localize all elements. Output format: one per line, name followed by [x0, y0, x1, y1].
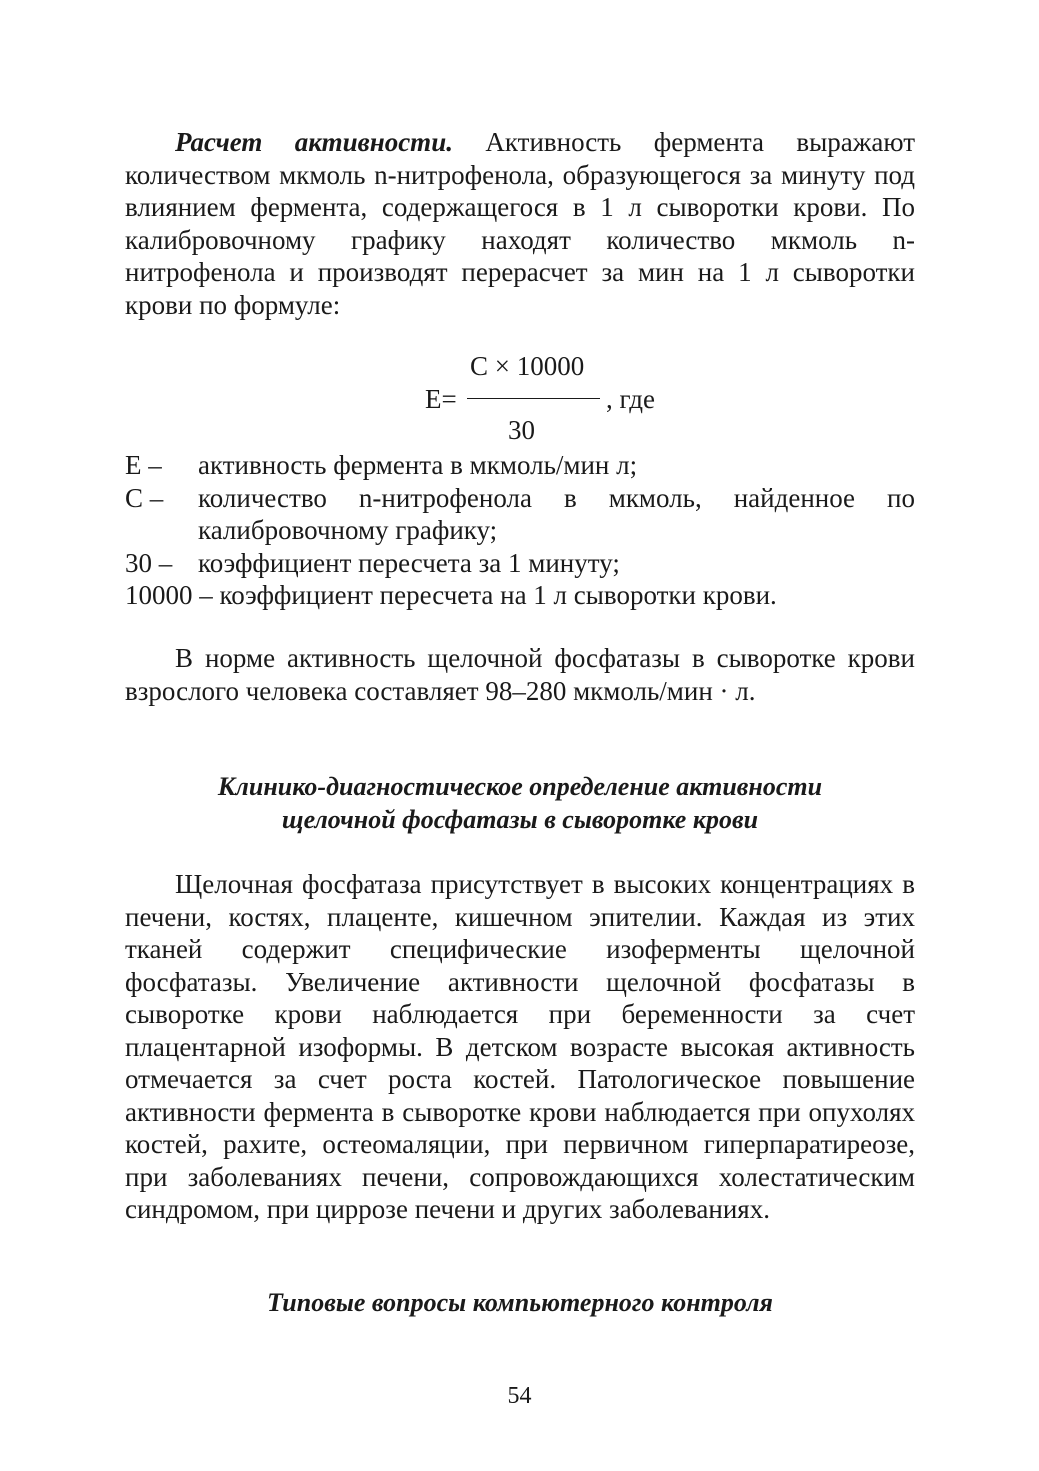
formula-suffix: , где	[606, 384, 655, 414]
formula-numerator: С × 10000	[470, 351, 585, 381]
formula-legend	[125, 449, 915, 612]
legend-item	[125, 449, 915, 482]
calculation-paragraph-text	[125, 126, 915, 321]
formula-denominator: 30	[508, 415, 535, 445]
norm-paragraph-text: В норме активность щелочной фосфатазы в сыворотке крови взрослого человека составляет 98–280 мкмоль/мин · л.	[125, 643, 915, 706]
calculation-paragraph	[125, 126, 915, 321]
legend-item	[125, 579, 915, 612]
legend-full-line: 10000 – коэффициент пересчета на 1 л сыворотки крови.	[125, 580, 777, 610]
clinical-paragraph	[125, 868, 915, 1226]
section-heading	[125, 771, 915, 836]
section-heading-line2: щелочной фосфатазы в сыворотке крови	[281, 804, 759, 834]
legend-description: количество n-нитрофенола в мкмоль, найденное по калибровочному графику;	[198, 482, 915, 545]
legend-symbol: С –	[125, 482, 164, 513]
clinical-paragraph-text: Щелочная фосфатаза присутствует в высоких концентрациях в печени, костях, плаценте, кишечном эпителии. Каждая из этих тканей содержит специфические изоферменты щелочной фосфатазы. Увеличение активности щелочной фосфатазы в сыворотке крови наблюдается при беременности за счет плацентарной изоформы. В детском возрасте высокая активность отмечается за счет роста костей. Патологическое повышение активности фермента в сыворотке крови наблюдается при опухолях костей, рахите, остеомаляции, при первичном гиперпаратиреозе, при заболеваниях печени, сопровождающихся холестатическим синдромом, при циррозе печени и других заболеваниях.	[125, 869, 915, 1224]
formula-lhs: Е=	[425, 384, 457, 414]
section-heading-line1: Клинико-диагностическое определение активности	[217, 772, 823, 801]
questions-heading: Типовые вопросы компьютерного контроля	[267, 1288, 773, 1317]
legend-symbol: Е –	[125, 450, 162, 480]
norm-paragraph	[125, 642, 915, 707]
page-number: 54	[507, 1383, 532, 1409]
legend-description: коэффициент пересчета за 1 минуту;	[198, 547, 620, 578]
calculation-runin-heading: Расчет активности.	[175, 127, 453, 157]
calculation-body-text: Активность фермента выражают количеством мкмоль n-нитрофенола, образующегося за минуту под влиянием фермента, содержащегося в 1 л сыворотки крови. По калибровочному графику находят количество мкмоль n-нитрофенола и производят перерасчет за мин на 1 л сыворотки крови по формуле:	[125, 127, 916, 320]
legend-description: активность фермента в мкмоль/мин л;	[198, 450, 638, 480]
legend-item	[125, 547, 915, 580]
legend-symbol: 30 –	[125, 547, 173, 578]
formula-fraction-bar	[467, 398, 600, 399]
legend-item	[125, 482, 915, 547]
